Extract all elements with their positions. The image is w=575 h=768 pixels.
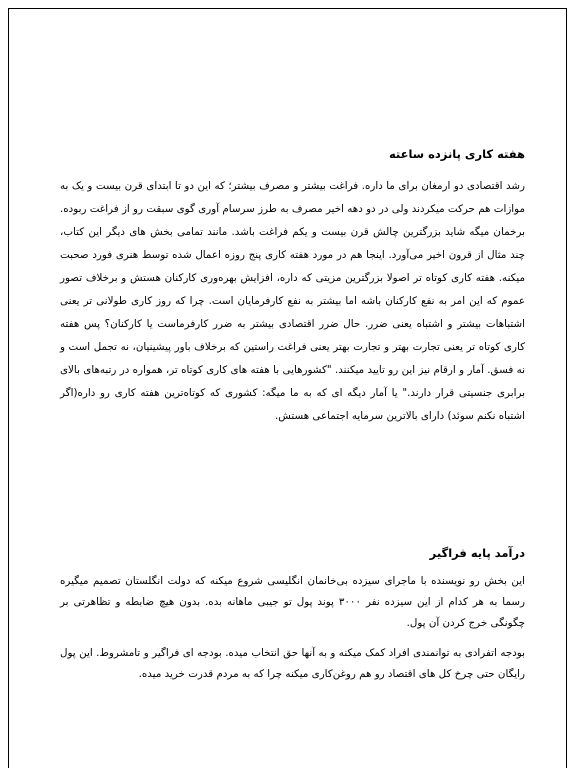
section-basic-income [60,545,525,694]
section-heading: هفته کاری پانزده ساعته [388,147,525,161]
section-paragraph: رشد اقتصادی دو ارمغان برای ما داره. فراغت بیشتر و مصرف بیشتر؛ که این دو تا ابتدای قرن بیست و یک به موازات هم حرکت میکردند ولی در دو دهه اخیر مصرف به طرز سرسام آوری گوی سبقت رو از فراغت ربوده. برخمان میگه شاید بزرگترین چالش قرن بیست و یکم فراغت باشد. مانند تمامی بخش های دیگر این کتاب، چند مثال از قرون اخیر می‌آورد. اینجا هم در مورد هفته کاری پنج روزه اعمال شده توسط هنری فورد صحبت میکنه. هفته کاری کوتاه تر اصولا بزرگترین مزیتی که داره، افزایش بهره‌وری کارکنان هستش و برخلاف تصور عموم که این امر به نفع کارکنان باشه اما بیشتر به نفع کارفرمایان است. چرا که روز کاری طولانی تر یعنی اشتباهات بیشتر و اشتباه یعنی ضرر. حال ضرر اقتصادی بیشتر به ضرر کارفرماست یا کارکنان؟ پس هفته کاری کوتاه تر یعنی تجارت بهتر و تجارت بهتر یعنی فراغت راستین که برخلاف باور پیشینیان، نه تجمل است و نه فسق. آمار و ارقام نیز این رو تایید میکنند. "کشورهایی با هفته های کاری کوتاه تر، همواره در رتبه‌های بالای برابری جنسیتی قرار دارند." یا آمار دیگه ای که به ما میگه: کشوری که کوتاه‌ترین هفته کاری رو داره(اگر اشتباه نکنم سوئد) دارای بالاترین سرمایه اجتماعی هستش. [60,180,525,422]
section-paragraph: این بخش رو نویسنده با ماجرای سیزده بی‌خانمان انگلیسی شروع میکنه که دولت انگلستان تصمیم میگیره رسما به هر کدام از این سیزده نفر ۳۰۰۰ پوند پول تو جیبی ماهانه بده. بدون هیچ ضابطه و تظاهرتی بر چگونگی خرج کردن آن پول. [60,575,526,629]
section-heading: درآمد پایه فراگیر [429,546,525,560]
section-paragraph: بودجه اتفرادی به توانمندی افراد کمک میکنه و به آنها حق انتخاب میده. بودجه ای فراگیر و تامشروط. این پول رایگان حتی چرخ کل های اقتصاد رو هم روغن‌کاری میکنه چرا که به مردم قدرت خرید میده. [60,647,525,680]
section-working-week [60,146,525,428]
